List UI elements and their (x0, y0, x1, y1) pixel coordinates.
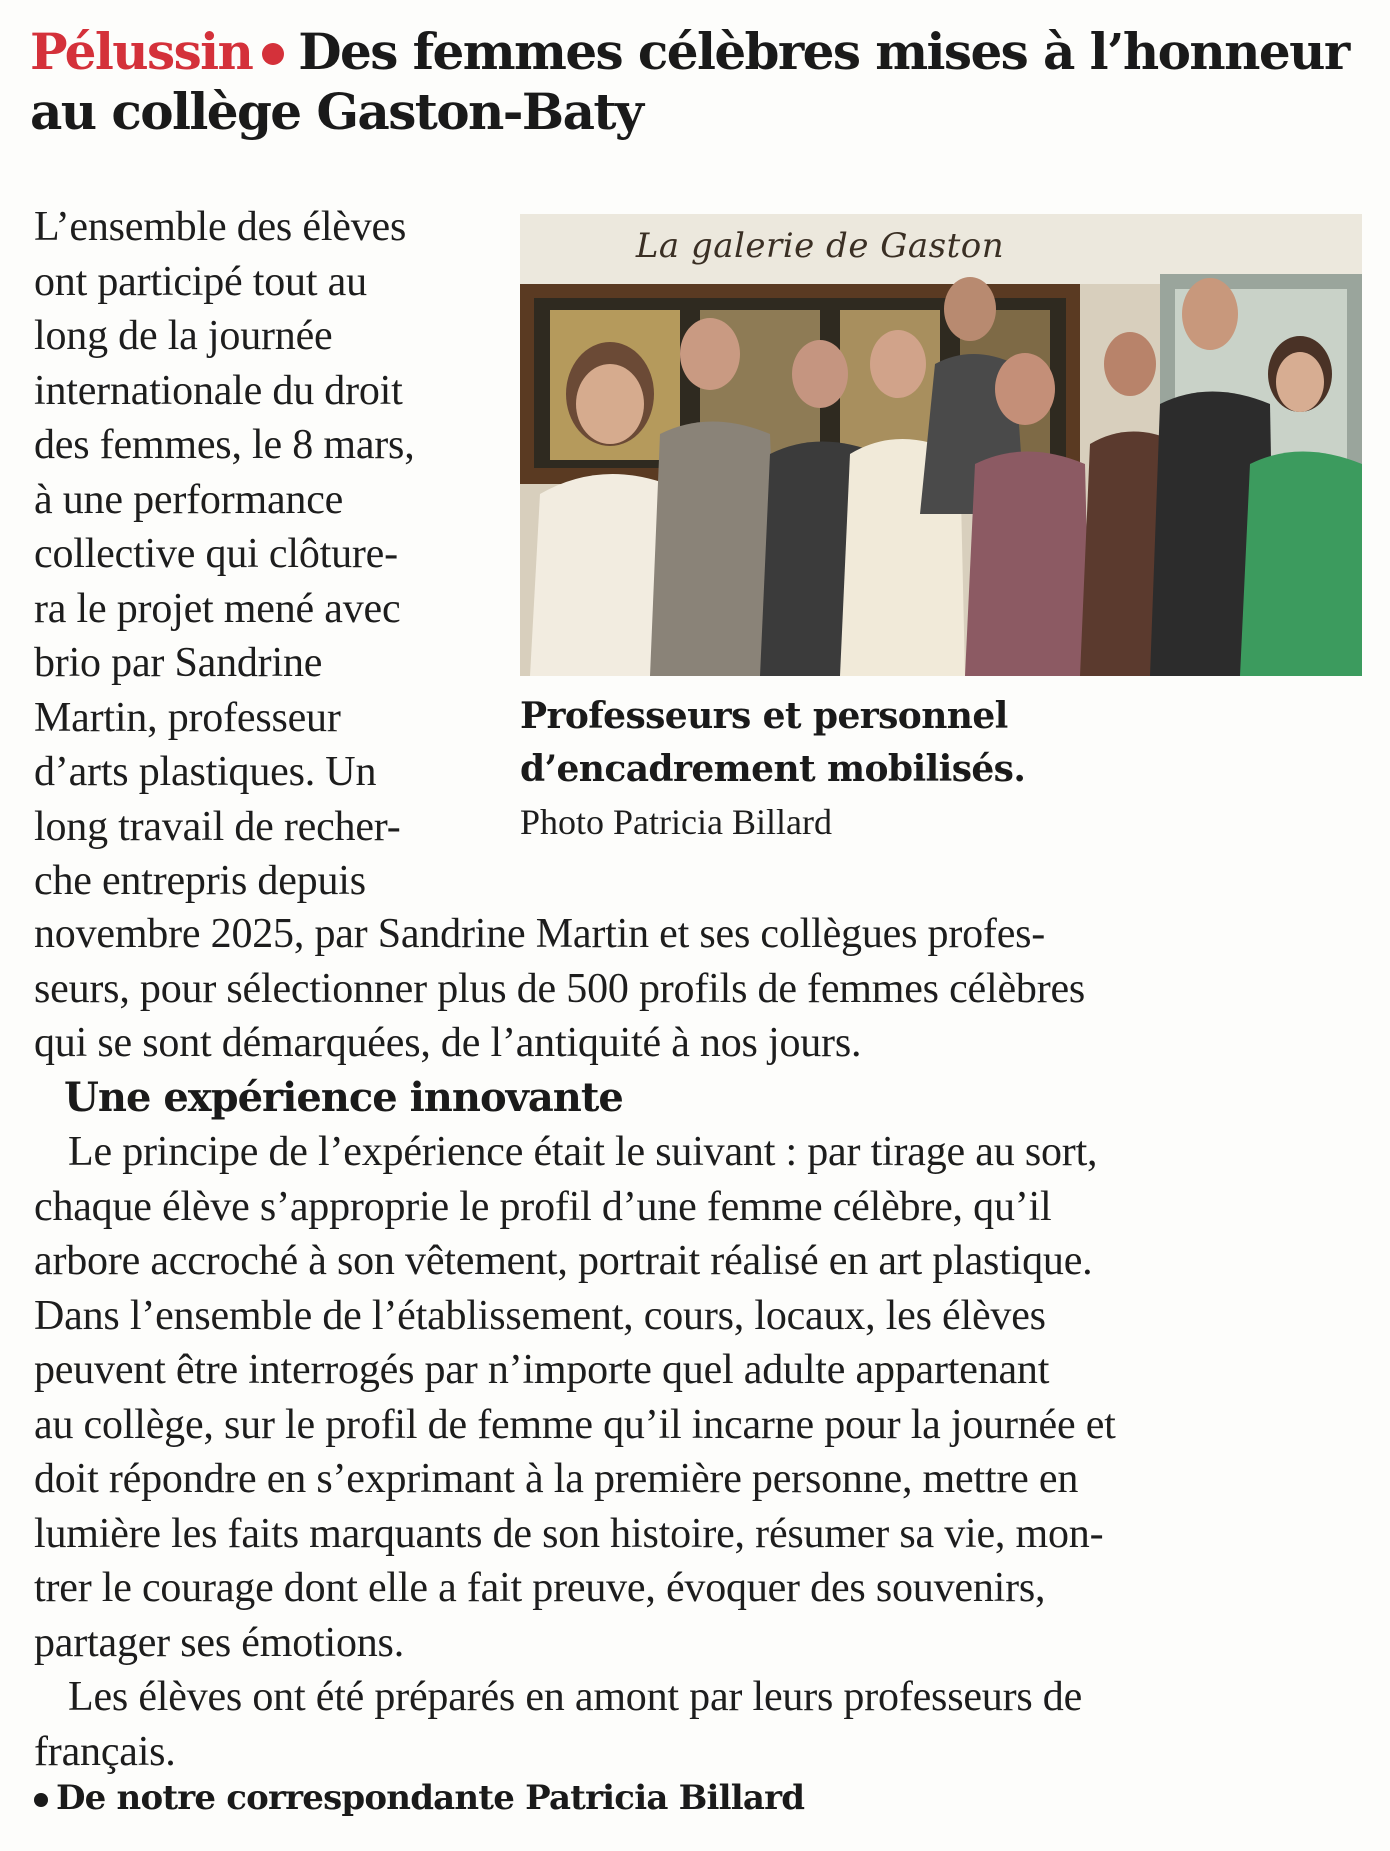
photo-banner-text: La galerie de Gaston (635, 226, 1005, 266)
text-line: Dans l’ensemble de l’établissement, cours, locaux, les élèves (34, 1292, 1046, 1339)
text-line: partager ses émotions. (34, 1619, 404, 1666)
text-line: collective qui clôture- (34, 531, 398, 577)
text-line: ont participé tout au (34, 258, 367, 305)
text-line: L’ensemble des élèves (34, 204, 407, 250)
full-width-text (34, 907, 1364, 1779)
text-line: internationale du droit (34, 367, 403, 414)
article-photo (520, 214, 1362, 676)
text-line: à une performance (34, 476, 344, 523)
text-line: qui se sont démarquées, de l’antiquité à nos jours. (34, 1020, 862, 1066)
group-photo-illustration (520, 214, 1362, 676)
text-line: doit répondre en s’exprimant à la première personne, mettre en (34, 1456, 1079, 1502)
text-line: che entrepris depuis (34, 858, 366, 904)
bullet-dot-icon (262, 43, 284, 65)
text-line: Martin, professeur (34, 694, 341, 741)
photo-credit: Photo Patricia Billard (520, 802, 832, 842)
text-line: arbore accroché à son vêtement, portrait réalisé en art plastique. (34, 1238, 1093, 1284)
text-line: Les élèves ont été préparés en amont par leurs professeurs de (68, 1674, 1083, 1720)
caption-title (520, 690, 1362, 796)
text-line: au collège, sur le profil de femme qu’il incarne pour la journée et (34, 1401, 1116, 1448)
caption-line-2: d’encadrement mobilisés. (520, 748, 1026, 790)
headline-line-1 (30, 22, 1360, 82)
bullet-dot-icon (34, 1793, 48, 1807)
text-line: ra le projet mené avec (34, 585, 401, 632)
text-line: français. (34, 1728, 176, 1775)
byline (34, 1773, 804, 1823)
subheading: Une expérience innovante (64, 1073, 623, 1121)
text-line: trer le courage dont elle a fait preuve, évoquer des souvenirs, (34, 1565, 1046, 1611)
text-line: seurs, pour sélectionner plus de 500 profils de femmes célèbres (34, 965, 1086, 1012)
text-line: peuvent être interrogés par n’importe quel adulte appartenant (34, 1347, 1050, 1393)
text-line: brio par Sandrine (34, 640, 323, 686)
text-line: lumière les faits marquants de son histoire, résumer sa vie, mon- (34, 1510, 1104, 1557)
left-column-text (34, 200, 504, 909)
headline-line-2: au collège Gaston-Baty (30, 82, 643, 141)
headline (30, 22, 1360, 142)
kicker: Pélussin (30, 22, 253, 81)
text-line: long travail de recher- (34, 803, 401, 850)
text-line: chaque élève s’approprie le profil d’une femme célèbre, qu’il (34, 1183, 1052, 1230)
headline-text-1: Des femmes célèbres mises à l’honneur (298, 22, 1349, 81)
byline-text: De notre correspondante Patricia Billard (56, 1778, 805, 1818)
text-line: Le principe de l’expérience était le suivant : par tirage au sort, (68, 1129, 1098, 1175)
text-line: des femmes, le 8 mars, (34, 422, 415, 468)
text-line: novembre 2025, par Sandrine Martin et ses collègues profes- (34, 911, 1046, 957)
text-line: d’arts plastiques. Un (34, 749, 377, 795)
text-line: long de la journée (34, 313, 333, 359)
caption-line-1: Professeurs et personnel (520, 695, 1008, 737)
photo-caption (520, 690, 1362, 848)
